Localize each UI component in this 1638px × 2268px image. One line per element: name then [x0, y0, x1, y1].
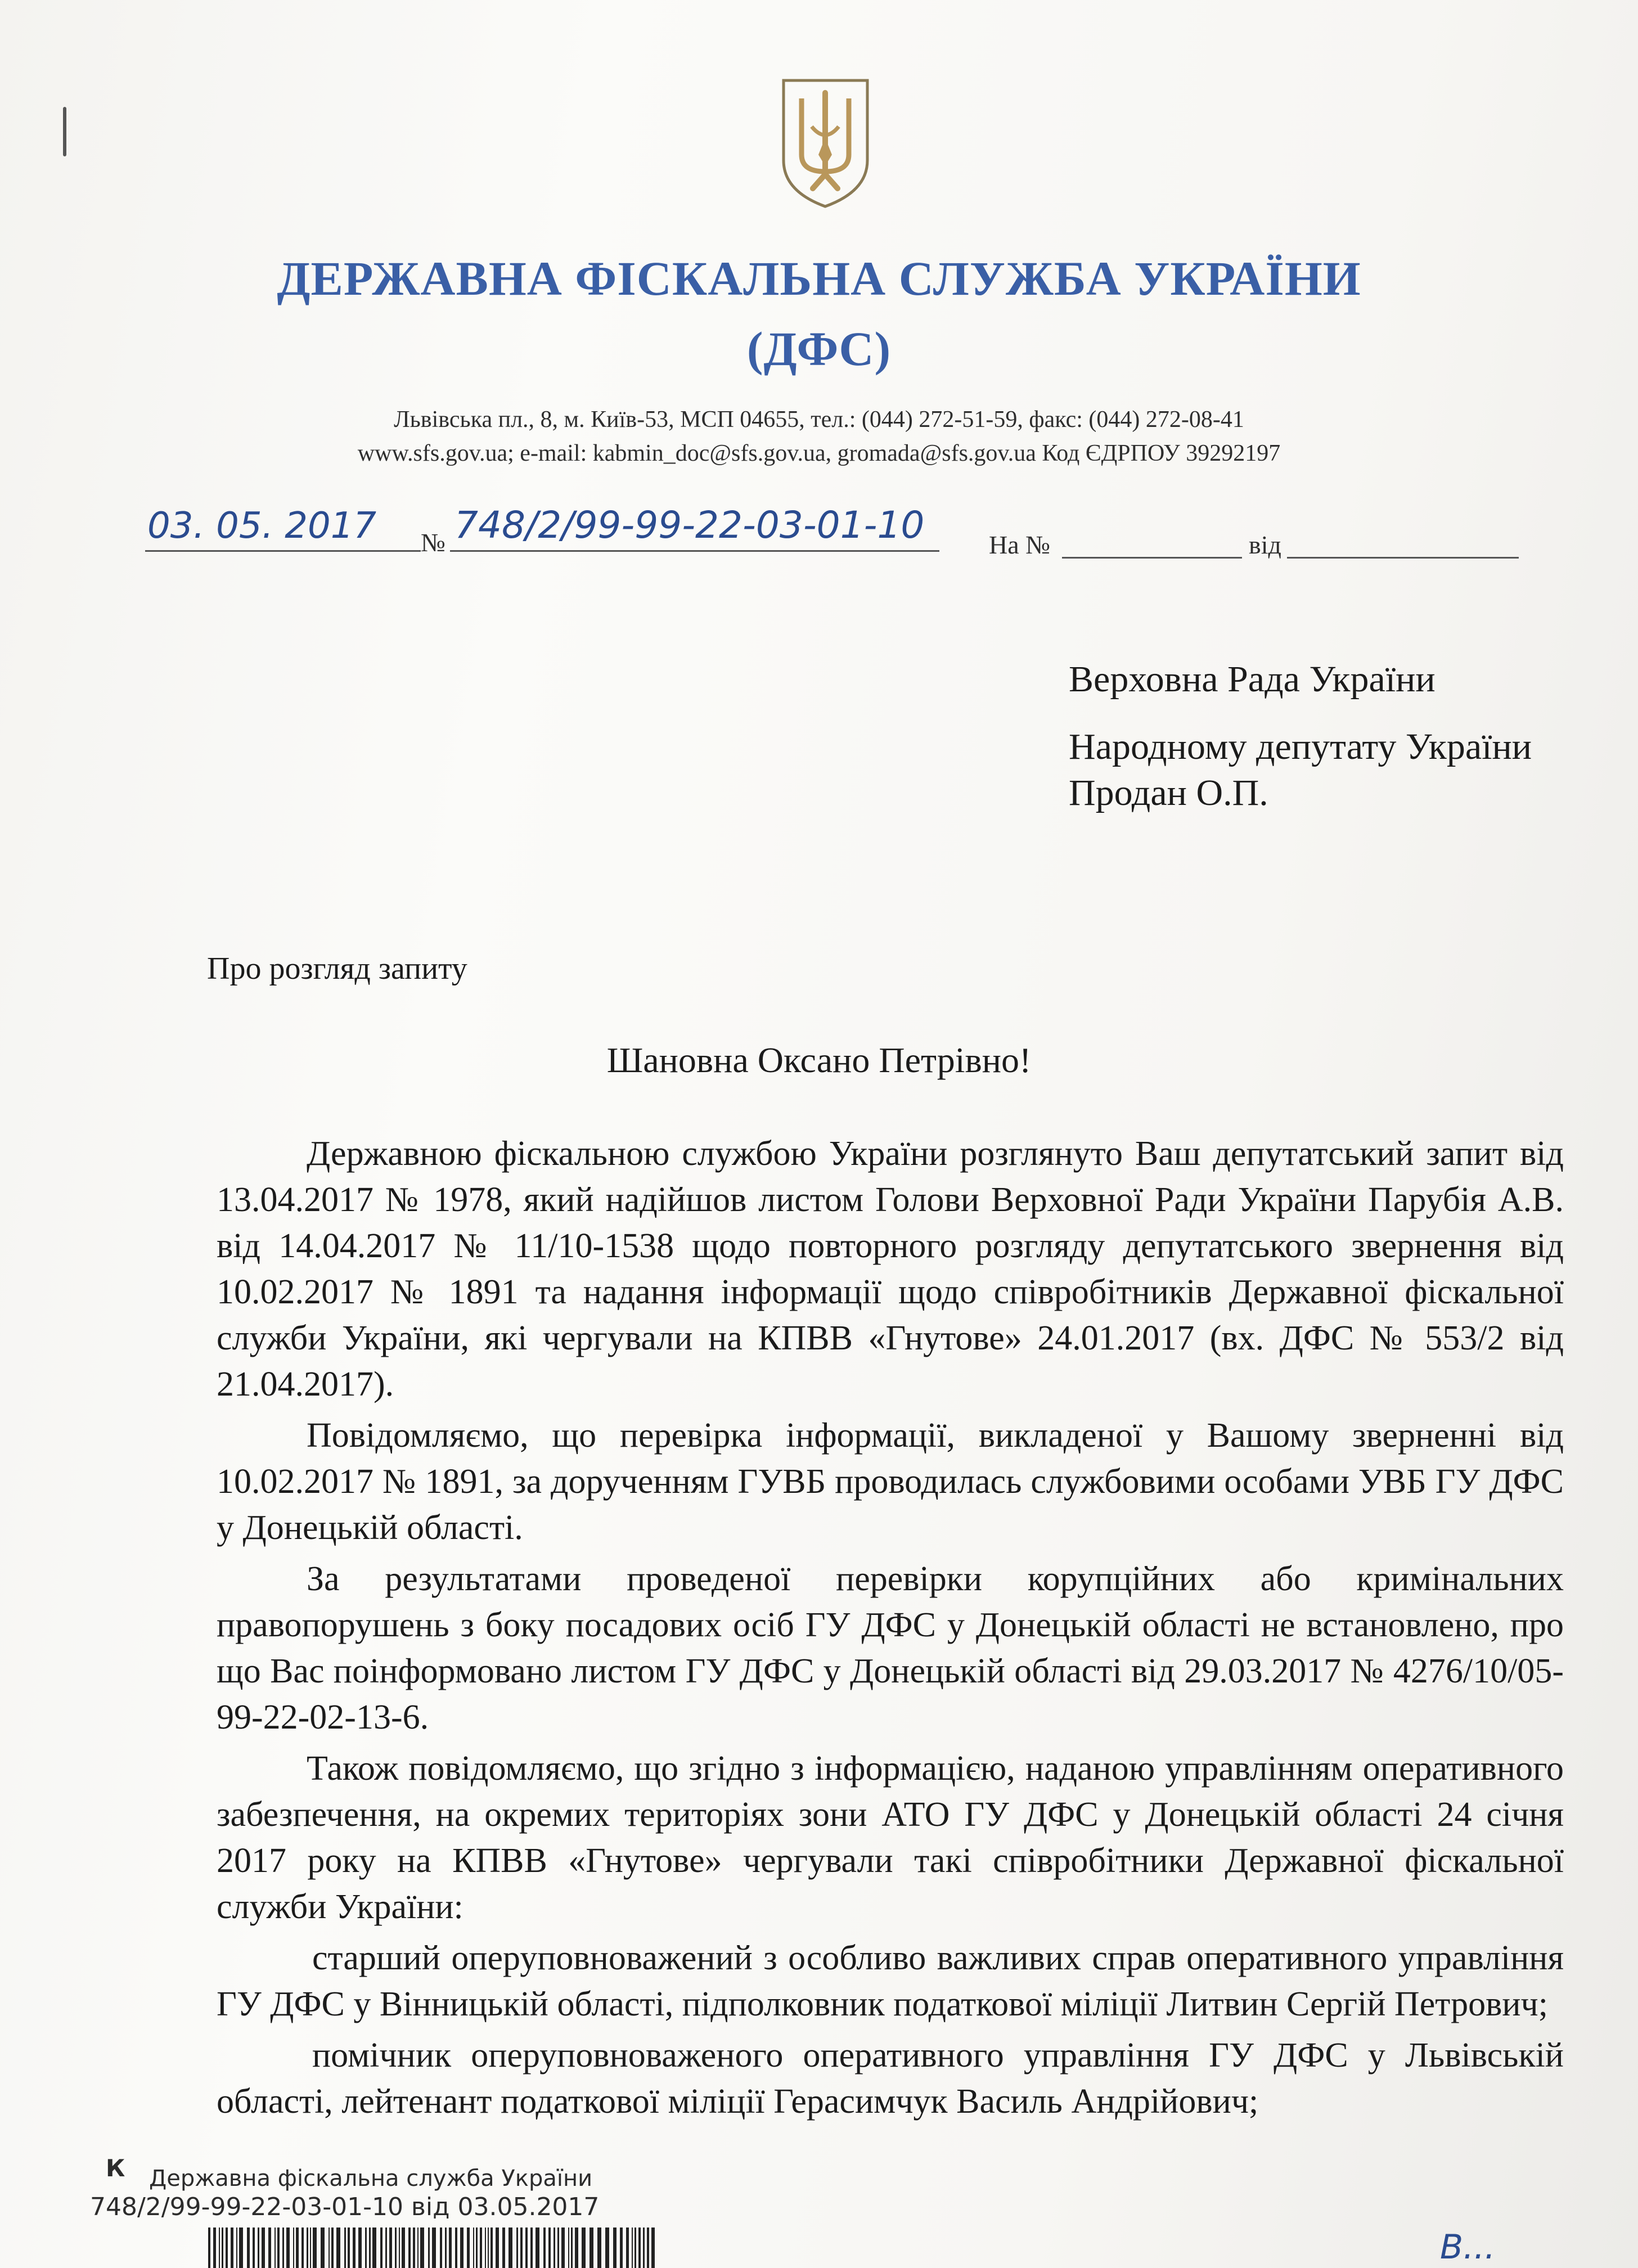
barcode-bar [219, 2228, 220, 2268]
paragraph: старший оперуповноважений з особливо важливих справ оперативного управління ГУ ДФС у Вінницькій області, підполковник податкової міліції Литвин Сергій Петрович; [217, 1939, 1564, 2023]
paragraph: Державною фіскальною службою України розглянуто Ваш депутатський запит від 13.04.2017 № 1978, який надійшов листом Голови Верховної Ради України Парубія А.В. від 14.04.2017 № 11/10-1538 щодо повторного розгляду депутатського звернення від 10.02.2017 № 1891 та надання інформації щодо співробітників Державної фіскальної служби України, які чергували на КПВВ «Гнутове» 24.01.2017 (вх. ДФС № 553/2 від 21.04.2017). [217, 1135, 1564, 1403]
barcode-bar [268, 2228, 271, 2268]
barcode-bar [605, 2228, 609, 2268]
barcode-bar [302, 2228, 304, 2268]
barcode-bar [480, 2228, 482, 2268]
barcode-bar [365, 2228, 367, 2268]
barcode-bar [226, 2228, 228, 2268]
registration-number: 748/2/99-99-22-03-01-10 [454, 503, 925, 547]
barcode-bar [336, 2228, 340, 2268]
barcode-bar [258, 2228, 259, 2268]
stamp-reg-number: 748/2/99-99-22-03-01-10 від 03.05.2017 [90, 2193, 600, 2221]
barcode-bar [413, 2228, 415, 2268]
barcode-bar [449, 2228, 452, 2268]
org-title: ДЕРЖАВНА ФІСКАЛЬНА СЛУЖБА УКРАЇНИ [277, 251, 1361, 305]
barcode-bar [247, 2228, 250, 2268]
barcode-bar [213, 2228, 216, 2268]
barcode-bar [543, 2228, 546, 2268]
registration-date: 03. 05. 2017 [147, 505, 377, 547]
date-underline [145, 550, 421, 552]
letter-subject: Про розгляд запиту [207, 951, 467, 986]
barcode-bar [548, 2228, 551, 2268]
barcode-bar [395, 2228, 397, 2268]
number-underline [450, 550, 939, 552]
barcode-bar [561, 2228, 565, 2268]
barcode-bar [310, 2228, 311, 2268]
stamp-org: Державна фіскальна служба України [149, 2166, 593, 2192]
barcode-bar [353, 2228, 356, 2268]
barcode-bar [262, 2228, 265, 2268]
barcode-bar [440, 2228, 442, 2268]
org-abbreviation: (ДФС) [746, 322, 892, 376]
registration-stamp [84, 2154, 647, 2268]
barcode-bar [372, 2228, 376, 2268]
recipient-name: Продан О.П. [1069, 772, 1268, 813]
paragraph: помічник оперуповноваженого оперативного управління ГУ ДФС у Львівській області, лейтенант податкової міліції Герасимчук Василь Андрійович; [217, 2036, 1564, 2121]
barcode-bar [575, 2228, 578, 2268]
paragraph: За результатами проведеної перевірки корупційних або кримінальних правопорушень з боку посадових осіб ГУ ДФС у Донецькій області не встановлено, про що Вас поінформовано листом ГУ ДФС у Донецькій області від 29.03.2017 № 4276/10/05-99-22-02-13-6. [217, 1560, 1564, 1736]
handwritten-note: В... [1440, 2228, 1496, 2267]
barcode-bar [420, 2228, 424, 2268]
barcode-bar [632, 2228, 633, 2268]
barcode-bar [428, 2228, 430, 2268]
barcode-bar [634, 2228, 636, 2268]
trident-emblem-icon [779, 76, 872, 211]
barcode-bar [358, 2228, 362, 2268]
stamp-letter: К [106, 2154, 125, 2182]
barcode-bar [380, 2228, 382, 2268]
barcode-bar [597, 2228, 601, 2268]
paragraph: Також повідомляємо, що згідно з інформацією, наданою управлінням оперативного забезпечення, на окремих територіях зони АТО ГУ ДФС у Донецькій області 24 січня 2017 року на КПВВ «Гнутове» чергували такі співробітники Державної фіскальної служби України: [217, 1749, 1564, 1926]
barcode-bar [647, 2228, 649, 2268]
reply-label: На № [989, 530, 1051, 559]
barcode-bar [208, 2228, 210, 2268]
barcode-bar [399, 2228, 400, 2268]
barcode-bar [253, 2228, 255, 2268]
barcode-bar [286, 2228, 290, 2268]
barcode-bar [307, 2228, 308, 2268]
org-address: Львівська пл., 8, м. Київ-53, МСП 04655, тел.: (044) 272-51-59, факс: (044) 272-08-41 [394, 407, 1244, 433]
barcode-bar [536, 2228, 539, 2268]
barcode-bar [417, 2228, 418, 2268]
barcode-bar [620, 2228, 623, 2268]
letter-greeting: Шановна Оксано Петрівно! [606, 1040, 1032, 1080]
barcode-bar [651, 2228, 655, 2268]
barcode-bar [643, 2228, 645, 2268]
barcode-bar [432, 2228, 436, 2268]
barcode-icon [208, 2228, 658, 2268]
barcode-bar [313, 2228, 317, 2268]
barcode-bar [293, 2228, 294, 2268]
barcode-bar [296, 2228, 299, 2268]
barcode-bar [530, 2228, 533, 2268]
barcode-bar [277, 2228, 280, 2268]
barcode-bar [348, 2228, 350, 2268]
barcode-bar [282, 2228, 284, 2268]
barcode-bar [389, 2228, 392, 2268]
barcode-bar [460, 2228, 464, 2268]
barcode-bar [568, 2228, 569, 2268]
barcode-bar [222, 2228, 223, 2268]
barcode-bar [490, 2228, 493, 2268]
barcode-bar [321, 2228, 325, 2268]
paragraph: Повідомляємо, що перевірка інформації, викладеної у Вашому зверненні від 10.02.2017 № 1891, за дорученням ГУВБ проводилась службовими особами УВБ ГУ ДФС у Донецькій області. [217, 1416, 1564, 1547]
barcode-bar [525, 2228, 528, 2268]
barcode-bar [274, 2228, 276, 2268]
barcode-bar [613, 2228, 616, 2268]
barcode-bar [402, 2228, 405, 2268]
barcode-bar [516, 2228, 518, 2268]
barcode-bar [582, 2228, 586, 2268]
number-sign: № [421, 528, 446, 557]
barcode-bar [231, 2228, 233, 2268]
barcode-bar [385, 2228, 387, 2268]
barcode-bar [236, 2228, 237, 2268]
barcode-bar [467, 2228, 470, 2268]
edge-mark [63, 107, 66, 156]
barcode-bar [520, 2228, 523, 2268]
barcode-bar [331, 2228, 334, 2268]
barcode-bar [557, 2228, 559, 2268]
barcode-bar [571, 2228, 573, 2268]
barcode-bar [473, 2228, 474, 2268]
barcode-bar [485, 2228, 486, 2268]
barcode-bar [455, 2228, 457, 2268]
recipient-institution: Верховна Рада України [1069, 659, 1436, 700]
barcode-bar [554, 2228, 555, 2268]
barcode-bar [445, 2228, 447, 2268]
barcode-bar [626, 2228, 629, 2268]
barcode-bar [502, 2228, 505, 2268]
recipient-title: Народному депутату України [1069, 726, 1532, 767]
barcode-bar [476, 2228, 478, 2268]
letter-body [217, 1131, 1564, 2130]
barcode-bar [496, 2228, 499, 2268]
from-label: від [1249, 530, 1281, 559]
reply-number-line [1062, 557, 1242, 559]
barcode-bar [328, 2228, 330, 2268]
barcode-bar [488, 2228, 489, 2268]
org-contacts: www.sfs.gov.ua; e-mail: kabmin_doc@sfs.gov.ua, gromada@sfs.gov.ua Код ЄДРПОУ 39292197 [357, 440, 1281, 466]
barcode-bar [590, 2228, 593, 2268]
reply-date-line [1287, 557, 1519, 559]
barcode-bar [239, 2228, 243, 2268]
barcode-bar [344, 2228, 346, 2268]
barcode-bar [408, 2228, 411, 2268]
barcode-bar [369, 2228, 371, 2268]
barcode-bar [508, 2228, 512, 2268]
barcode-bar [638, 2228, 641, 2268]
